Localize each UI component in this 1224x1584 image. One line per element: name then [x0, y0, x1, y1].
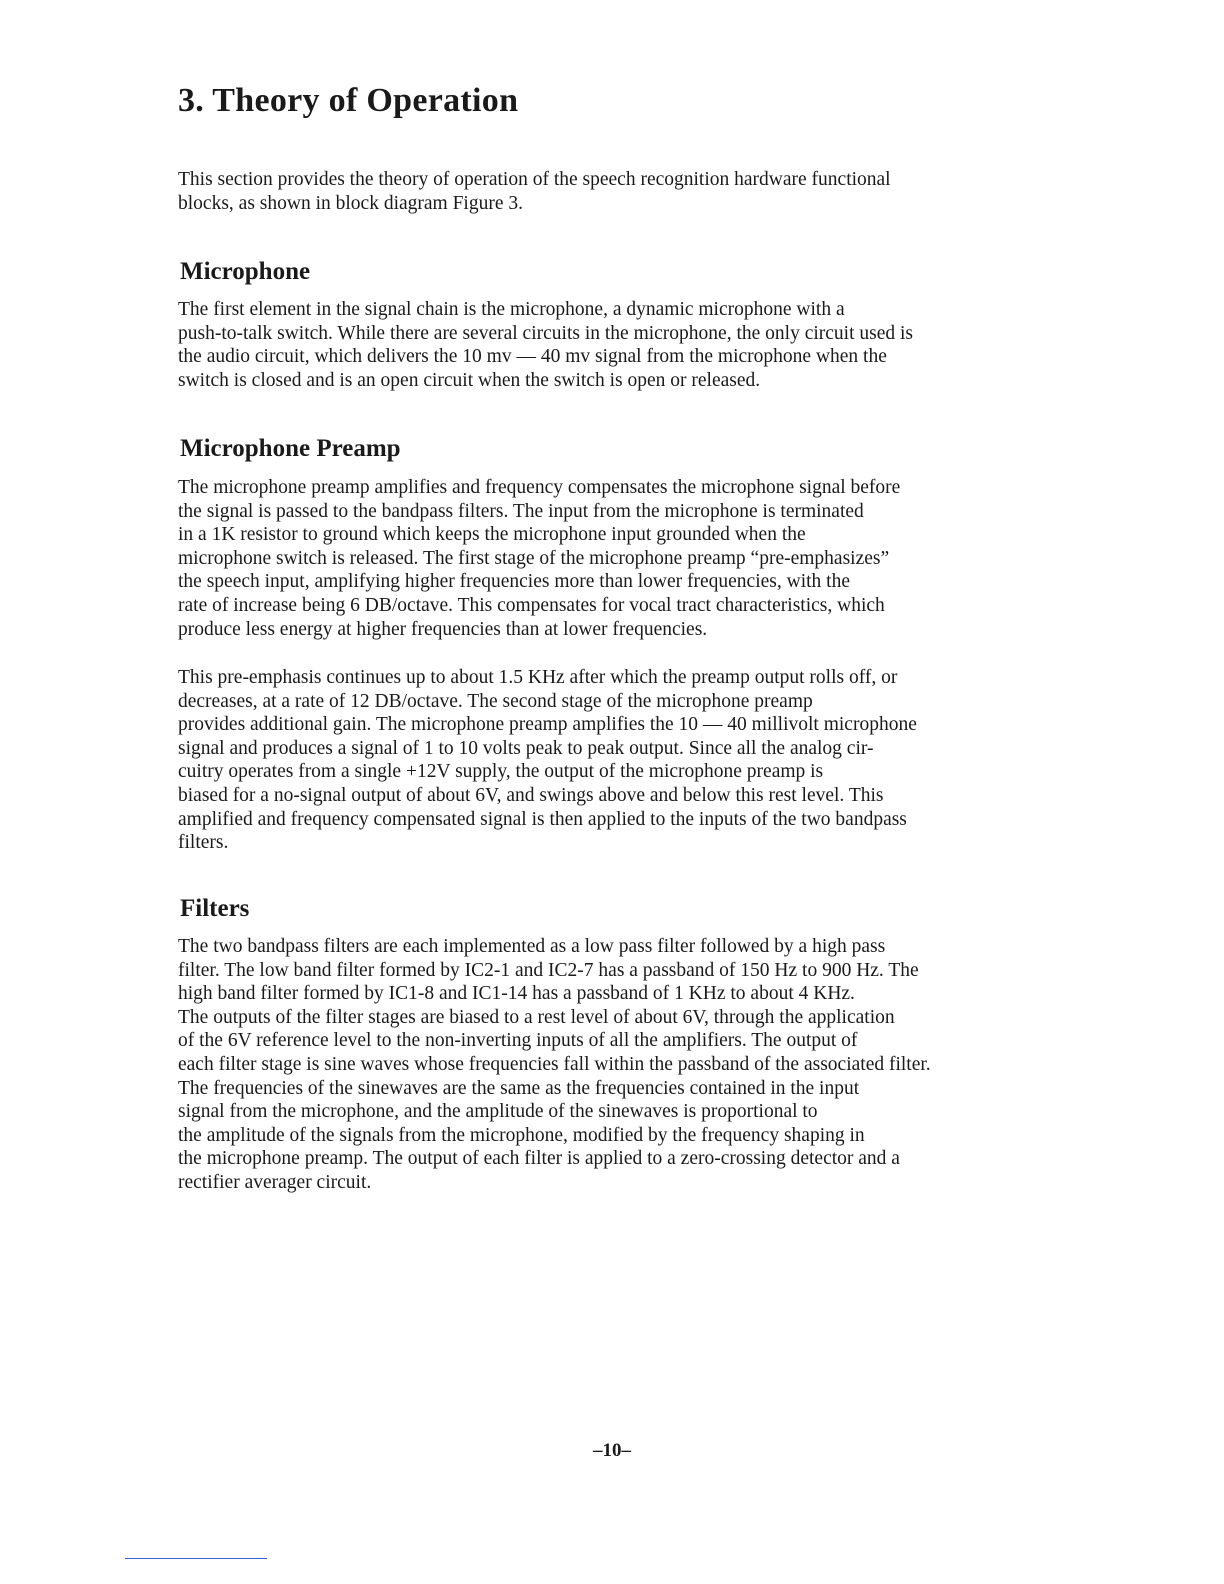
- text-line: The two bandpass filters are each implemented as a low pass filter followed by a high pass: [178, 936, 886, 957]
- text-line: produce less energy at higher frequencies than at lower frequencies.: [178, 618, 708, 640]
- text-line: the speech input, amplifying higher frequencies more than lower frequencies, with the: [178, 571, 850, 593]
- text-line: The microphone preamp amplifies and frequency compensates the microphone signal before: [178, 477, 901, 498]
- text-line: This pre-emphasis continues up to about 1.5 KHz after which the preamp output rolls off, or: [178, 667, 898, 688]
- text-line: decreases, at a rate of 12 DB/octave. The second stage of the microphone preamp: [178, 690, 813, 712]
- preamp-paragraph-2: [178, 666, 917, 855]
- page-title: 3. Theory of Operation: [178, 82, 519, 119]
- text-line: The frequencies of the sinewaves are the same as the frequencies contained in the input: [178, 1077, 860, 1099]
- text-line: the signal is passed to the bandpass filters. The input from the microphone is terminated: [178, 500, 864, 522]
- text-line: the amplitude of the signals from the microphone, modified by the frequency shaping in: [178, 1124, 865, 1146]
- text-line: The first element in the signal chain is the microphone, a dynamic microphone with a: [178, 299, 845, 320]
- text-line: high band filter formed by IC1-8 and IC1-14 has a passband of 1 KHz to about 4 KHz.: [178, 983, 855, 1005]
- preamp-paragraph-1: [178, 476, 900, 641]
- text-line: microphone switch is released. The first stage of the microphone preamp “pre-emphasizes”: [178, 547, 890, 569]
- text-line: in a 1K resistor to ground which keeps the microphone input grounded when the: [178, 524, 806, 546]
- text-line: the audio circuit, which delivers the 10 mv — 40 mv signal from the microphone when the: [178, 346, 887, 368]
- text-line: push-to-talk switch. While there are several circuits in the microphone, the only circuit used is: [178, 322, 914, 344]
- section-heading-preamp: Microphone Preamp: [180, 435, 401, 462]
- text-line: signal and produces a signal of 1 to 10 volts peak to peak output. Since all the analog cir-: [178, 737, 874, 759]
- filters-paragraph: [178, 935, 931, 1195]
- section-heading-microphone: Microphone: [180, 258, 311, 285]
- text-line: switch is closed and is an open circuit when the switch is open or released.: [178, 369, 761, 391]
- text-line: of the 6V reference level to the non-inverting inputs of all the amplifiers. The output of: [178, 1030, 858, 1052]
- text-line: signal from the microphone, and the amplitude of the sinewaves is proportional to: [178, 1101, 818, 1123]
- text-line: blocks, as shown in block diagram Figure 3.: [178, 192, 523, 214]
- microphone-paragraph: [178, 298, 913, 392]
- text-line: the microphone preamp. The output of each filter is applied to a zero-crossing detector and a: [178, 1148, 900, 1170]
- text-line: filters.: [178, 832, 229, 854]
- text-line: The outputs of the filter stages are biased to a rest level of about 6V, through the application: [178, 1006, 895, 1028]
- text-line: each filter stage is sine waves whose frequencies fall within the passband of the associated filter.: [178, 1053, 931, 1075]
- text-line: filter. The low band filter formed by IC2-1 and IC2-7 has a passband of 150 Hz to 900 Hz. The: [178, 959, 919, 981]
- text-line: amplified and frequency compensated signal is then applied to the inputs of the two bandpass: [178, 808, 907, 830]
- text-line: cuitry operates from a single +12V supply, the output of the microphone preamp is: [178, 761, 824, 783]
- footer-rule: [125, 1558, 267, 1559]
- text-line: provides additional gain. The microphone preamp amplifies the 10 — 40 millivolt microphone: [178, 714, 917, 736]
- page-number: –10–: [593, 1440, 631, 1461]
- text-line: This section provides the theory of operation of the speech recognition hardware functional: [178, 169, 891, 190]
- text-line: biased for a no-signal output of about 6V, and swings above and below this rest level. This: [178, 784, 884, 806]
- text-line: rate of increase being 6 DB/octave. This compensates for vocal tract characteristics, which: [178, 594, 885, 616]
- text-line: rectifier averager circuit.: [178, 1171, 372, 1193]
- intro-paragraph: [178, 168, 891, 215]
- section-heading-filters: Filters: [180, 895, 250, 922]
